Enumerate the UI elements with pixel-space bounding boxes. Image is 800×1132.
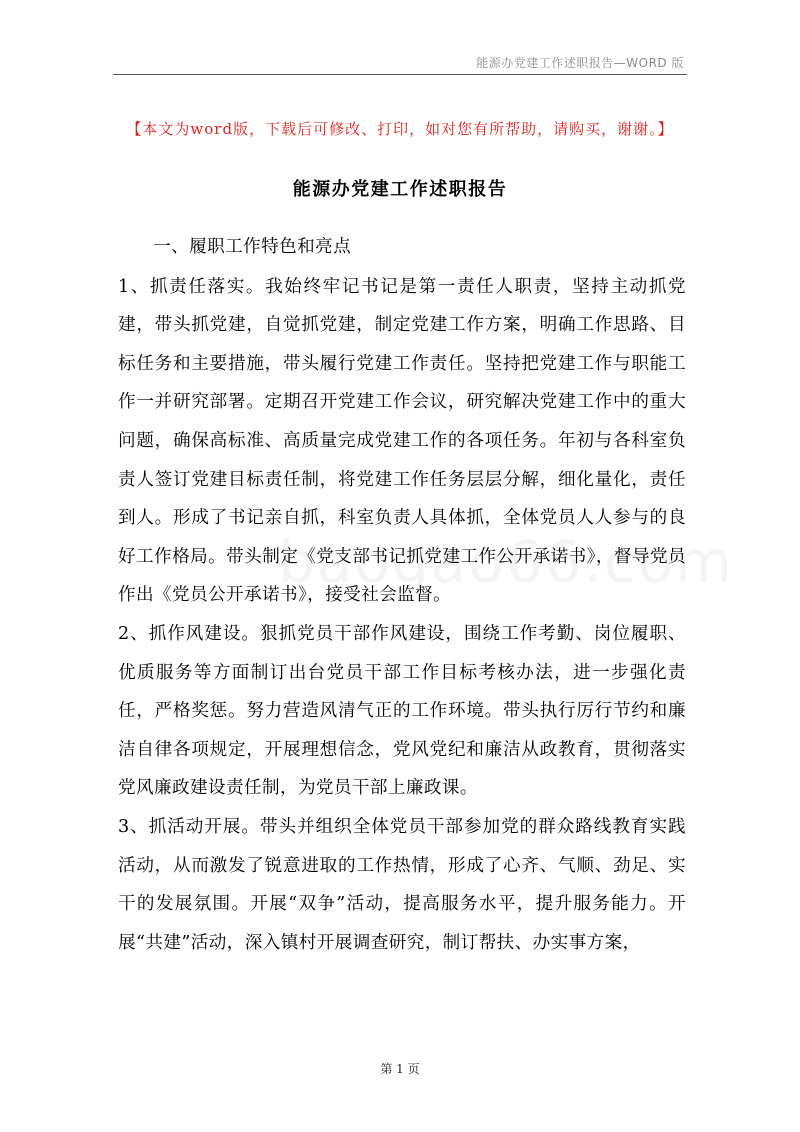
document-title: 能源办党建工作述职报告 — [292, 179, 508, 200]
body-paragraph: 3、抓活动开展。带头并组织全体党员干部参加党的群众路线教育实践活动，从而激发了锐意进取的工作热情，形成了心齐、气顺、劲足、实干的发展氛围。开展“双争”活动，提高服务水平，提升服务能力。开展“共建”活动，深入镇村开展调查研究，制订帮扶、办实事方案， — [118, 816, 686, 953]
document-body — [118, 228, 686, 962]
header-divider — [113, 74, 687, 75]
running-header: 能源办党建工作述职报告—WORD 版 — [476, 56, 684, 70]
page-number: 第 1 页 — [380, 1062, 420, 1076]
purchase-notice: 【本文为word版，下载后可修改、打印，如对您有所帮助，请购买，谢谢。】 — [126, 120, 674, 138]
section-heading: 一、履职工作特色和亮点 — [153, 237, 352, 257]
body-paragraph: 1、抓责任落实。我始终牢记书记是第一责任人职责，坚持主动抓党建，带头抓党建，自觉抓党建，制定党建工作方案，明确工作思路、目标任务和主要措施，带头履行党建工作责任。坚持把党建工作与职能工作一并研究部署。定期召开党建工作会议，研究解决党建工作中的重大问题，确保高标准、高质量完成党建工作的各项任务。年初与各科室负责人签订党建目标责任制，将党建工作任务层层分解，细化量化，责任到人。形成了书记亲自抓，科室负责人具体抓，全体党员人人参与的良好工作格局。带头制定《党支部书记抓党建工作公开承诺书》，督导党员作出《党员公开承诺书》，接受社会监督。 — [118, 276, 686, 606]
body-paragraph: 2、抓作风建设。狠抓党员干部作风建设，围绕工作考勤、岗位履职、优质服务等方面制订出台党员干部工作目标考核办法，进一步强化责任，严格奖惩。努力营造风清气正的工作环境。带头执行厉行节约和廉洁自律各项规定，开展理想信念，党风党纪和廉洁从政教育，贯彻落实党风廉政建设责任制，为党员干部上廉政课。 — [118, 623, 686, 799]
